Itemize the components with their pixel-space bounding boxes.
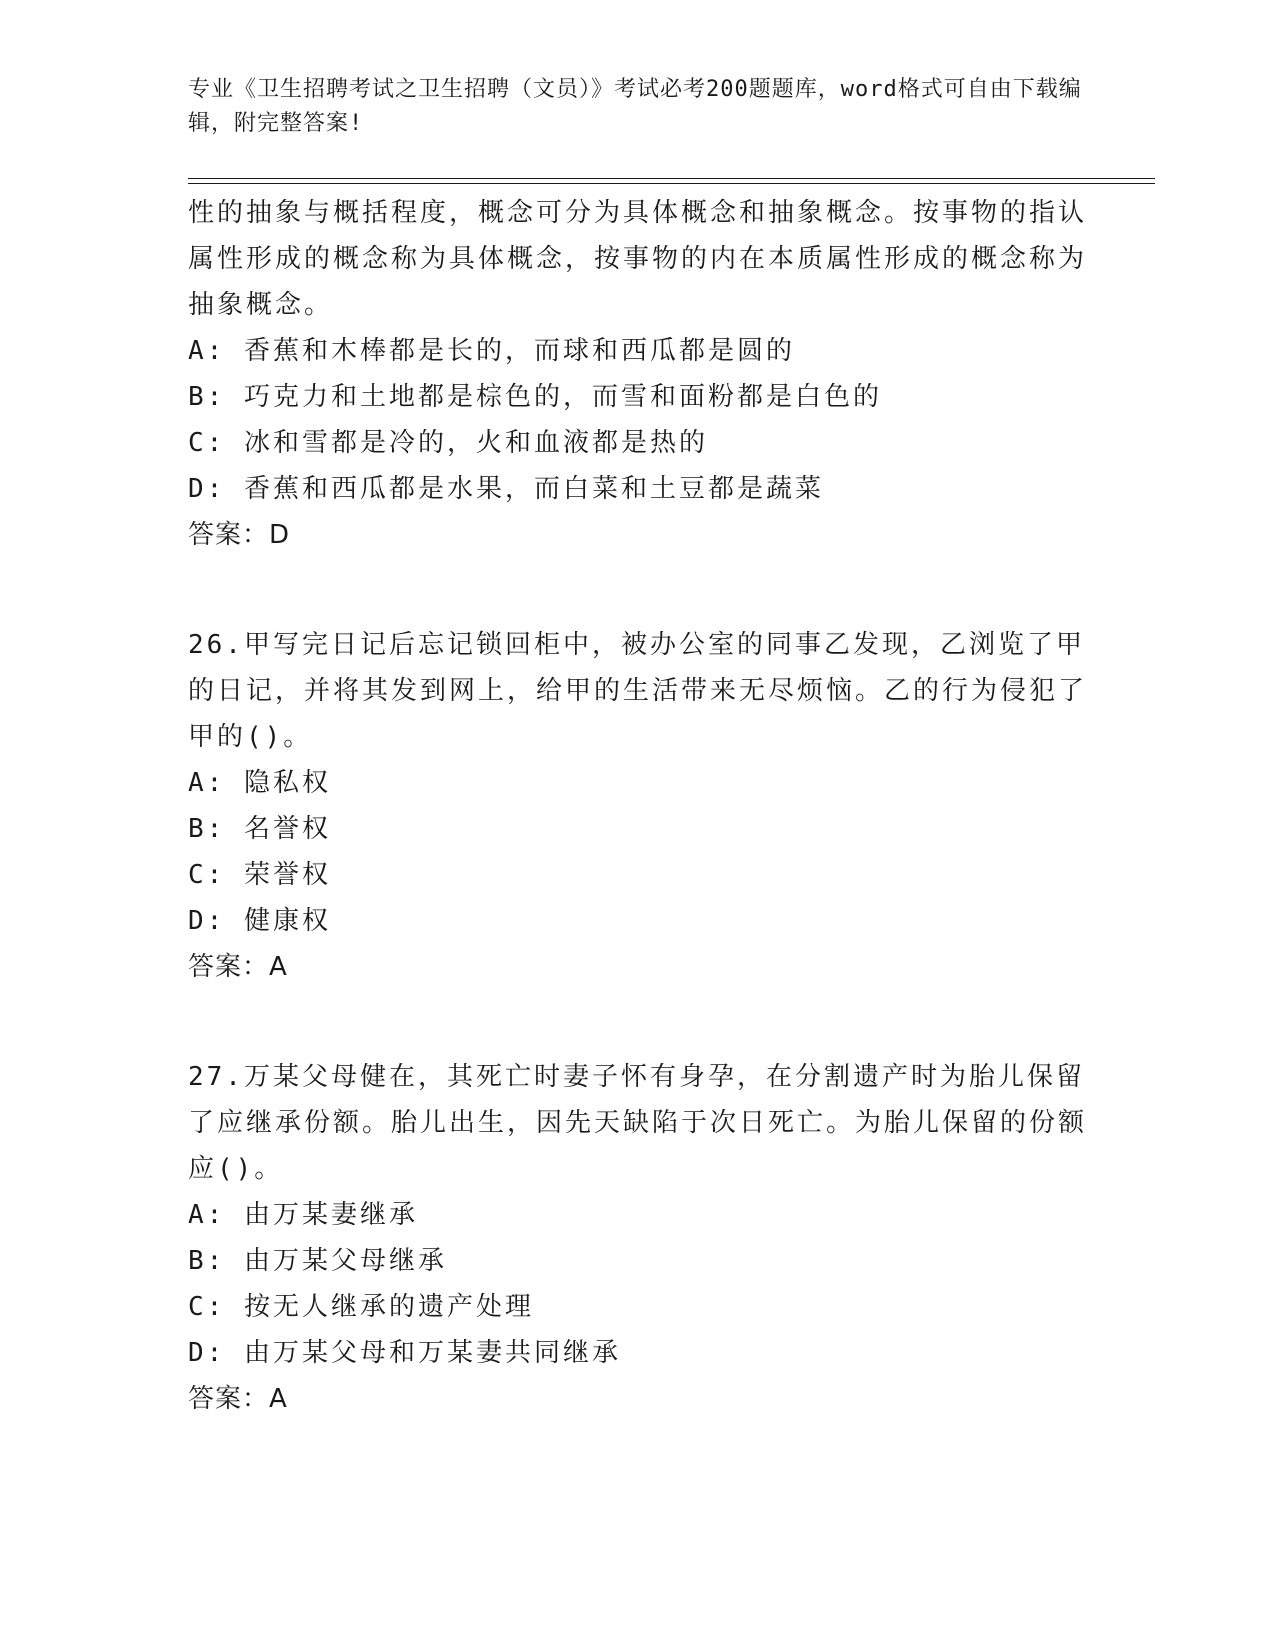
option-b: B: 名誉权	[188, 814, 331, 844]
question-25-continuation	[188, 190, 1088, 558]
option-a: A: 香蕉和木棒都是长的，而球和西瓜都是圆的	[188, 336, 795, 366]
document-header: 专业《卫生招聘考试之卫生招聘（文员）》考试必考200题题库，word格式可自由下载编辑，附完整答案!	[188, 77, 1082, 136]
option-b: B: 巧克力和土地都是棕色的，而雪和面粉都是白色的	[188, 382, 882, 412]
question-text: 27.万某父母健在，其死亡时妻子怀有身孕，在分割遗产时为胎儿保留了应继承份额。胎儿出生，因先天缺陷于次日死亡。为胎儿保留的份额应()。	[188, 1062, 1088, 1184]
option-d: D: 香蕉和西瓜都是水果，而白菜和土豆都是蔬菜	[188, 474, 824, 504]
option-c: C: 冰和雪都是冷的，火和血液都是热的	[188, 428, 708, 458]
question-text: 26.甲写完日记后忘记锁回柜中，被办公室的同事乙发现，乙浏览了甲的日记，并将其发到网上，给甲的生活带来无尽烦恼。乙的行为侵犯了甲的()。	[188, 630, 1088, 752]
option-c: C: 荣誉权	[188, 860, 331, 890]
option-b: B: 由万某父母继承	[188, 1246, 447, 1276]
question-content	[188, 190, 1088, 1422]
option-a: A: 由万某妻继承	[188, 1200, 418, 1230]
answer: 答案：A	[188, 1384, 288, 1414]
option-a: A: 隐私权	[188, 768, 331, 798]
question-26	[188, 622, 1088, 990]
question-text: 性的抽象与概括程度，概念可分为具体概念和抽象概念。按事物的指认属性形成的概念称为具体概念，按事物的内在本质属性形成的概念称为抽象概念。	[188, 198, 1088, 320]
option-d: D: 健康权	[188, 906, 331, 936]
spacer	[188, 990, 1088, 1054]
header-divider-bottom	[188, 183, 1155, 184]
option-c: C: 按无人继承的遗产处理	[188, 1292, 534, 1322]
answer: 答案：D	[188, 520, 291, 550]
question-27	[188, 1054, 1088, 1422]
spacer	[188, 558, 1088, 622]
answer: 答案：A	[188, 952, 288, 982]
header-divider-top	[188, 178, 1155, 179]
option-d: D: 由万某父母和万某妻共同继承	[188, 1338, 621, 1368]
